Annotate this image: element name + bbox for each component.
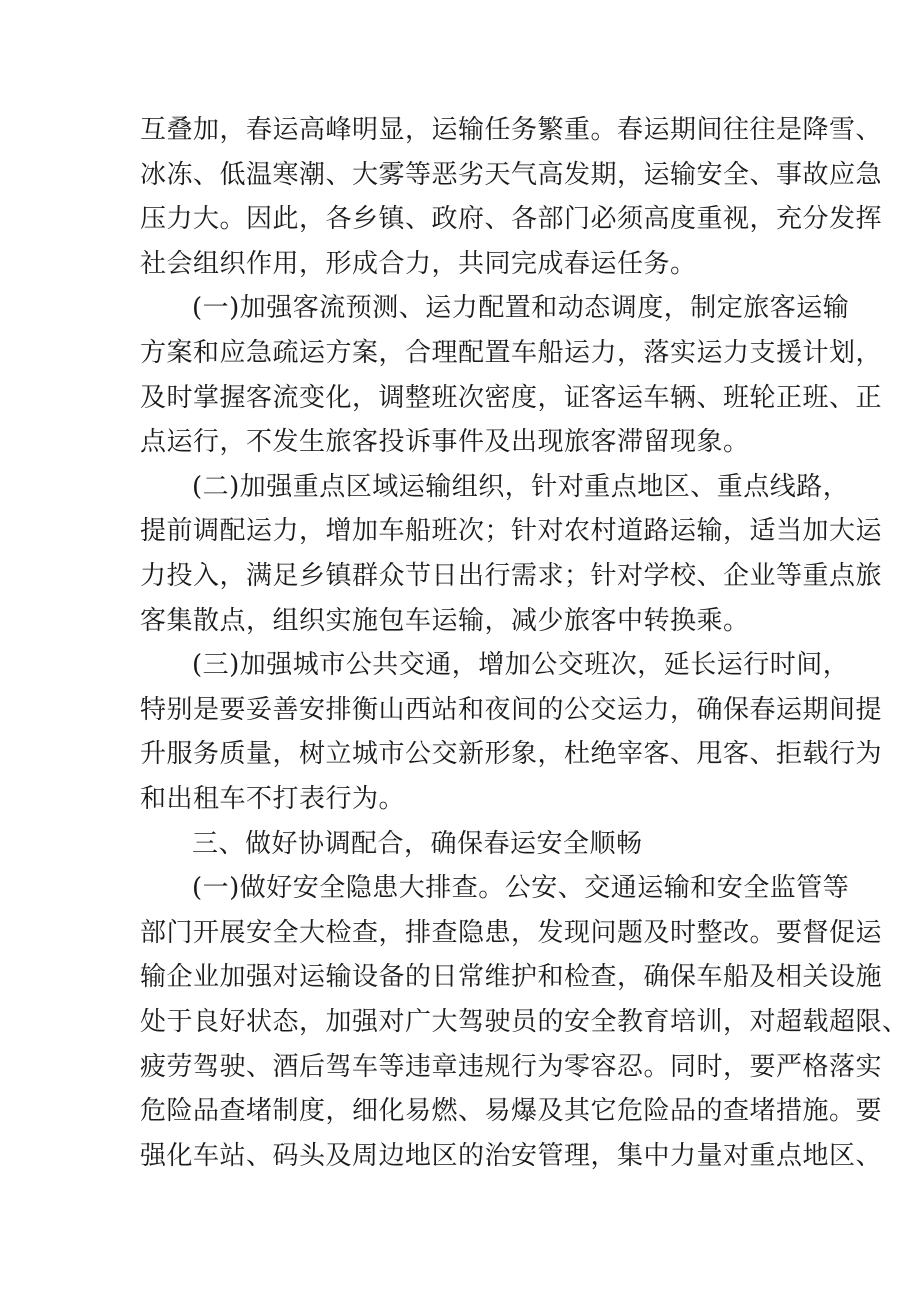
paragraph-start: (一)做好安全隐患大排查。公安、交通运输和安全监管等	[192, 873, 850, 904]
paragraph-start: (三)加强城市公共交通，增加公交班次，延长运行时间，	[192, 650, 850, 681]
text-line: 冰冻、低温寒潮、大雾等恶劣天气高发期，运输安全、事故应急	[140, 159, 883, 190]
text-line: 升服务质量，树立城市公交新形象，杜绝宰客、甩客、拒载行为	[140, 739, 883, 770]
paragraph-start: (一)加强客流预测、运力配置和动态调度，制定旅客运输	[192, 293, 850, 324]
text-line: 力投入，满足乡镇群众节日出行需求；针对学校、企业等重点旅	[140, 561, 883, 591]
text-line: 互叠加，春运高峰明显，运输任务繁重。春运期间往往是降雪、	[140, 115, 883, 145]
text-line: 客集散点，组织实施包车运输，减少旅客中转换乘。	[140, 605, 750, 636]
text-line: 及时掌握客流变化，调整班次密度，证客运车辆、班轮正班、正	[140, 382, 883, 413]
section-heading: 三、做好协调配合，确保春运安全顺畅	[192, 828, 643, 859]
text-line: 强化车站、码头及周边地区的治安管理，集中力量对重点地区、	[140, 1140, 883, 1171]
text-line: 压力大。因此，各乡镇、政府、各部门必须高度重视，充分发挥	[140, 204, 883, 235]
text-line: 处于良好状态，加强对广大驾驶员的安全教育培训，对超载超限、	[140, 1007, 909, 1037]
text-line: 部门开展安全大检查，排查隐患，发现问题及时整改。要督促运	[140, 917, 883, 948]
text-line: 疲劳驾驶、酒后驾车等违章违规行为零容忍。同时，要严格落实	[140, 1051, 883, 1082]
text-line: 输企业加强对运输设备的日常维护和检查，确保车船及相关设施	[140, 962, 883, 993]
text-line: 危险品查堵制度，细化易燃、易爆及其它危险品的查堵措施。要	[140, 1096, 883, 1127]
paragraph-start: (二)加强重点区域运输组织，针对重点地区、重点线路，	[192, 471, 850, 502]
text-line: 和出租车不打表行为。	[140, 784, 406, 814]
text-line: 方案和应急疏运方案，合理配置车船运力，落实运力支援计划，	[140, 338, 883, 368]
text-line: 提前调配运力，增加车船班次；针对农村道路运输，适当加大运	[140, 516, 883, 547]
text-line: 点运行，不发生旅客投诉事件及出现旅客滞留现象。	[140, 427, 750, 458]
text-line: 社会组织作用，形成合力，共同完成春运任务。	[140, 248, 697, 279]
text-line: 特别是要妥善安排衡山西站和夜间的公交运力，确保春运期间提	[140, 694, 883, 725]
